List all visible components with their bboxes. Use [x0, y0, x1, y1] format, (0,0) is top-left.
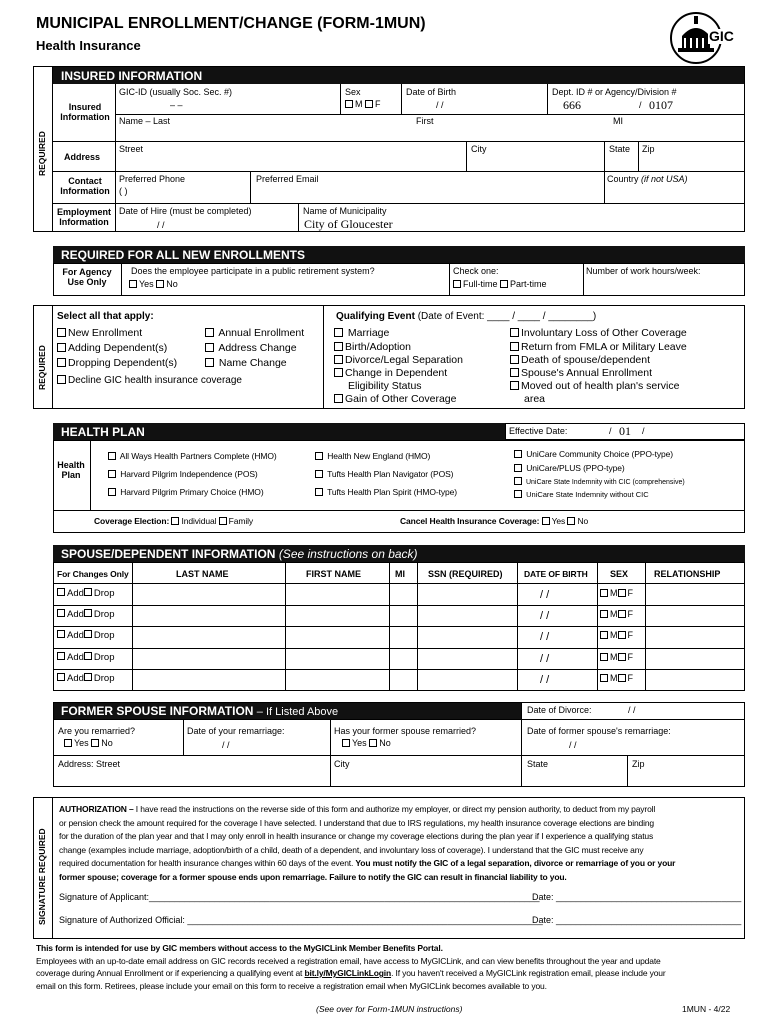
select-mid-2: Name Change: [205, 358, 287, 370]
plan-col1-0: All Ways Health Partners Complete (HMO): [108, 452, 277, 461]
former-remarried-options: Yes No: [342, 739, 391, 749]
dep1-add-checkbox[interactable]: [57, 588, 65, 596]
mi-label: MI: [613, 116, 623, 126]
dep5-m-checkbox[interactable]: [600, 674, 608, 682]
cancel-yes-checkbox[interactable]: [542, 517, 550, 525]
municipality-value[interactable]: City of Gloucester: [304, 217, 393, 231]
spouse-header: SPOUSE/DEPENDENT INFORMATION (See instructions on back): [53, 545, 745, 562]
qe-right-2: Death of spouse/dependent: [510, 355, 650, 367]
fmla-return-checkbox[interactable]: [510, 342, 519, 351]
applicant-signature-line[interactable]: Signature of Applicant:______________________________________________________________________________: [59, 892, 540, 902]
dep-row-4-sex: M F: [600, 653, 633, 663]
new-enrollment-checkbox[interactable]: [57, 328, 66, 337]
qe-left-0: Marriage: [334, 328, 389, 340]
hp-independence-checkbox[interactable]: [108, 470, 116, 478]
gain-coverage-checkbox[interactable]: [334, 394, 343, 403]
check-one-label: Check one:: [453, 266, 499, 276]
qe-left-3: Change in Dependent: [334, 368, 447, 380]
dropping-dependents-checkbox[interactable]: [57, 358, 66, 367]
email-label: Preferred Email: [256, 174, 319, 184]
coverage-election: Coverage Election: Individual Family: [94, 516, 254, 526]
address-change-checkbox[interactable]: [205, 343, 214, 352]
remarried-label: Are you remarried?: [58, 726, 136, 736]
part-time-checkbox[interactable]: [500, 280, 508, 288]
last-name-label: Name – Last: [119, 116, 171, 126]
dep-row-2-adddrop: Add Drop: [57, 610, 115, 620]
divorce-checkbox[interactable]: [334, 355, 343, 364]
footer-note: This form is intended for use by GIC members without access to the MyGICLink Member Benefits Portal. Employees with an up-to-date email address on GIC records received a registration email, have access to MyGICLink, and can view benefits throughout the year and update coverage during Annual Enrollment or if experiencing a qualifying event at bit.ly/MyGICLinkLogin. If you haven't received a MyGICLink registration email, please include your email on this form. Retirees, please include your email on this form to receive a registration email when MyGICLink becomes available to you.: [36, 943, 666, 991]
cancel-coverage: Cancel Health Insurance Coverage: Yes No: [400, 516, 589, 526]
logo-text: GIC: [709, 28, 734, 44]
birth-adoption-checkbox[interactable]: [334, 342, 343, 351]
dep-row-1-dob[interactable]: / /: [540, 589, 550, 601]
dep4-drop-checkbox[interactable]: [84, 652, 92, 660]
see-over-note: (See over for Form-1MUN instructions): [316, 1004, 463, 1014]
required-side-label-2: REQUIRED: [37, 345, 47, 390]
family-checkbox[interactable]: [219, 517, 227, 525]
select-left-3: Decline GIC health insurance coverage: [57, 375, 242, 386]
dep-row-3-dob[interactable]: / /: [540, 631, 550, 643]
employment-label: Employment Information: [56, 207, 111, 227]
qualifying-event-title: Qualifying Event (Date of Event: ____ / ____ / ________): [336, 311, 597, 322]
cancel-no-checkbox[interactable]: [567, 517, 575, 525]
hp-primary-checkbox[interactable]: [108, 488, 116, 496]
dep2-add-checkbox[interactable]: [57, 609, 65, 617]
former-yes-checkbox[interactable]: [342, 739, 350, 747]
retirement-question: Does the employee participate in a public retirement system?: [131, 266, 375, 276]
state-label: State: [609, 144, 631, 154]
dep5-f-checkbox[interactable]: [618, 674, 626, 682]
dep5-drop-checkbox[interactable]: [84, 673, 92, 681]
signature-required-label: SIGNATURE REQUIRED: [37, 828, 47, 925]
phone-field[interactable]: ( ): [119, 186, 128, 196]
select-left-0: New Enrollment: [57, 328, 142, 340]
dep1-drop-checkbox[interactable]: [84, 588, 92, 596]
dep-row-2-dob[interactable]: / /: [540, 610, 550, 622]
former-no-checkbox[interactable]: [369, 739, 377, 747]
name-change-checkbox[interactable]: [205, 358, 214, 367]
dep2-drop-checkbox[interactable]: [84, 609, 92, 617]
effective-slash-2: /: [642, 426, 645, 436]
dep3-f-checkbox[interactable]: [618, 631, 626, 639]
dep4-add-checkbox[interactable]: [57, 652, 65, 660]
qe-left-4: Eligibility Status: [348, 380, 422, 392]
new-enrollments-header: REQUIRED FOR ALL NEW ENROLLMENTS: [53, 246, 745, 263]
col-mi: MI: [395, 569, 405, 579]
remarried-yes-checkbox[interactable]: [64, 739, 72, 747]
phone-label: Preferred Phone: [119, 174, 186, 184]
remarried-no-checkbox[interactable]: [91, 739, 99, 747]
divorce-field[interactable]: / /: [628, 705, 636, 715]
dep-row-4-dob[interactable]: / /: [540, 653, 550, 665]
individual-checkbox[interactable]: [171, 517, 179, 525]
select-all-title: Select all that apply:: [57, 311, 154, 322]
col-changes: For Changes Only: [57, 569, 129, 579]
dep3-add-checkbox[interactable]: [57, 630, 65, 638]
effective-date-label: Effective Date:: [509, 426, 568, 436]
effective-slash-1: /: [609, 426, 612, 436]
dep3-m-checkbox[interactable]: [600, 631, 608, 639]
required-side-label-1: REQUIRED: [37, 131, 47, 176]
adding-dependents-checkbox[interactable]: [57, 343, 66, 352]
form-title: MUNICIPAL ENROLLMENT/CHANGE (FORM-1MUN): [36, 15, 426, 32]
qe-right-3: Spouse's Annual Enrollment: [510, 368, 652, 380]
dep-row-1-sex: M F: [600, 589, 633, 599]
remarriage-date-field[interactable]: / /: [222, 740, 230, 750]
death-checkbox[interactable]: [510, 355, 519, 364]
dep3-drop-checkbox[interactable]: [84, 630, 92, 638]
dep1-f-checkbox[interactable]: [618, 589, 626, 597]
dep-row-1-adddrop: Add Drop: [57, 589, 115, 599]
official-signature-line[interactable]: Signature of Authorized Official: _______________________________________________________________________: [59, 915, 543, 925]
dept-value-2[interactable]: 0107: [649, 98, 673, 112]
dob-field[interactable]: / /: [436, 100, 444, 110]
dept-slash: /: [639, 100, 642, 110]
remarriage-date-label: Date of your remarriage:: [187, 726, 285, 736]
divorce-label: Date of Divorce:: [527, 705, 592, 715]
col-sex: SEX: [610, 569, 629, 579]
select-mid-0: Annual Enrollment: [205, 328, 304, 340]
former-city-label: City: [334, 759, 350, 769]
form-code: 1MUN - 4/22: [682, 1004, 731, 1014]
dependent-eligibility-checkbox[interactable]: [334, 368, 343, 377]
applicant-date-line[interactable]: Date: _____________________________________: [532, 892, 742, 902]
insured-header: INSURED INFORMATION: [53, 67, 744, 84]
hne-checkbox[interactable]: [315, 452, 323, 460]
dep-row-5-sex: M F: [600, 674, 633, 684]
col-first: FIRST NAME: [306, 569, 361, 579]
col-last: LAST NAME: [176, 569, 229, 579]
dep-row-5-dob[interactable]: / /: [540, 674, 550, 686]
plan-col1-1: Harvard Pilgrim Independence (POS): [108, 470, 258, 479]
select-left-2: Dropping Dependent(s): [57, 358, 177, 370]
first-name-label: First: [416, 116, 434, 126]
qe-left-5: Gain of Other Coverage: [334, 394, 456, 406]
effective-month[interactable]: 01: [619, 424, 631, 438]
unicare-nocic-checkbox[interactable]: [514, 490, 522, 498]
dept-value-1[interactable]: 666: [563, 98, 581, 112]
insured-info-label: Insured Information: [60, 102, 110, 122]
qe-left-1: Birth/Adoption: [334, 342, 411, 354]
municipality-label: Name of Municipality: [303, 206, 387, 216]
sex-f-checkbox[interactable]: [365, 100, 373, 108]
allways-checkbox[interactable]: [108, 452, 116, 460]
dob-label: Date of Birth: [406, 87, 457, 97]
city-label: City: [471, 144, 487, 154]
country-label: Country (if not USA): [607, 174, 688, 184]
unicare-cic-checkbox[interactable]: [514, 477, 522, 485]
authorization-text: AUTHORIZATION – I have read the instructions on the reverse side of this form and authorize my employer, or direct my pension authority, to deduct from my payroll or pension check the amount required for the coverage I have selected. I understand that due to IRS regulations, my health insurance coverage elections are binding for the duration of the plan year and that I may only enroll in health insurance or change my coverage elections during the plan year if I experience a qualifying status change (examples include marriage, adoption/birth of a child, death of a dependent, and involuntary loss of coverage). I understand that the GIC must receive any required documentation for health insurance changes within 60 days of the event. You must notify the GIC of a legal separation, divorce or remarriage of you or your former spouse; coverage for a former spouse ends upon remarriage. Failure to notify the GIC can result in financial liability to you.: [59, 804, 676, 882]
contact-label: Contact Information: [60, 176, 110, 196]
former-address-label: Address: Street: [58, 759, 121, 769]
unicare-community-checkbox[interactable]: [514, 450, 522, 458]
dep4-m-checkbox[interactable]: [600, 653, 608, 661]
marriage-checkbox[interactable]: [334, 328, 343, 337]
decline-coverage-checkbox[interactable]: [57, 375, 66, 384]
col-dob: DATE OF BIRTH: [524, 569, 588, 579]
former-date-field[interactable]: / /: [569, 740, 577, 750]
unicare-plus-checkbox[interactable]: [514, 464, 522, 472]
plan-col3-1: UniCare/PLUS (PPO-type): [514, 464, 625, 473]
annual-enrollment-checkbox[interactable]: [205, 328, 214, 337]
zip-label: Zip: [642, 144, 655, 154]
qe-right-1: Return from FMLA or Military Leave: [510, 342, 687, 354]
former-spouse-box: [53, 702, 745, 787]
mygiclink-link[interactable]: bit.ly/MyGICLinkLogin: [304, 968, 392, 978]
qe-right-4: Moved out of health plan's service: [510, 381, 679, 393]
gic-id-field[interactable]: – –: [170, 100, 183, 110]
plan-col2-1: Tufts Health Plan Navigator (POS): [315, 470, 453, 479]
spouse-enrollment-checkbox[interactable]: [510, 368, 519, 377]
retirement-yes-checkbox[interactable]: [129, 280, 137, 288]
gic-id-label: GIC-ID (usually Soc. Sec. #): [119, 87, 233, 97]
dep1-m-checkbox[interactable]: [600, 589, 608, 597]
col-relationship: RELATIONSHIP: [654, 569, 721, 579]
plan-col2-0: Health New England (HMO): [315, 452, 430, 461]
plan-col3-2: UniCare State Indemnity with CIC (comprehensive): [514, 478, 685, 487]
plan-col3-0: UniCare Community Choice (PPO-type): [514, 450, 673, 459]
former-state-label: State: [527, 759, 549, 769]
dep-row-4-adddrop: Add Drop: [57, 653, 115, 663]
dept-label: Dept. ID # or Agency/Division #: [552, 87, 677, 97]
qe-left-2: Divorce/Legal Separation: [334, 355, 463, 367]
official-date-line[interactable]: Date: _____________________________________: [532, 915, 742, 925]
address-label: Address: [64, 152, 101, 162]
form-subtitle: Health Insurance: [36, 38, 141, 53]
dep4-f-checkbox[interactable]: [618, 653, 626, 661]
plan-col3-3: UniCare State Indemnity without CIC: [514, 491, 649, 499]
dep2-m-checkbox[interactable]: [600, 610, 608, 618]
sex-m-checkbox[interactable]: [345, 100, 353, 108]
former-date-label: Date of former spouse's remarriage:: [527, 726, 671, 736]
agency-label: For Agency Use Only: [62, 267, 112, 287]
health-plan-side: Health Plan: [57, 460, 85, 480]
hours-label: Number of work hours/week:: [586, 266, 701, 276]
gic-logo: [668, 8, 738, 66]
dep-row-3-adddrop: Add Drop: [57, 631, 115, 641]
former-zip-label: Zip: [632, 759, 645, 769]
former-remarried-label: Has your former spouse remarried?: [334, 726, 477, 736]
dep-row-3-sex: M F: [600, 631, 633, 641]
full-time-checkbox[interactable]: [453, 280, 461, 288]
remarried-options: Yes No: [64, 739, 113, 749]
tufts-spirit-checkbox[interactable]: [315, 488, 323, 496]
retirement-options: Yes No: [129, 280, 178, 290]
moved-out-checkbox[interactable]: [510, 381, 519, 390]
dep-row-2-sex: M F: [600, 610, 633, 620]
dep-row-5-adddrop: Add Drop: [57, 674, 115, 684]
hire-date-field[interactable]: / /: [157, 220, 165, 230]
qe-right-5: area: [524, 393, 546, 405]
tufts-navigator-checkbox[interactable]: [315, 470, 323, 478]
dep2-f-checkbox[interactable]: [618, 610, 626, 618]
select-left-1: Adding Dependent(s): [57, 343, 167, 355]
plan-col1-2: Harvard Pilgrim Primary Choice (HMO): [108, 488, 264, 497]
sex-options: M F: [345, 100, 381, 110]
time-options: Full-time Part-time: [453, 280, 547, 290]
col-ssn: SSN (REQUIRED): [428, 569, 503, 579]
plan-col2-2: Tufts Health Plan Spirit (HMO-type): [315, 488, 457, 497]
qe-right-0: Involuntary Loss of Other Coverage: [510, 328, 687, 340]
dep5-add-checkbox[interactable]: [57, 673, 65, 681]
sex-label: Sex: [345, 87, 361, 97]
involuntary-loss-checkbox[interactable]: [510, 328, 519, 337]
hire-date-label: Date of Hire (must be completed): [119, 206, 252, 216]
retirement-no-checkbox[interactable]: [156, 280, 164, 288]
former-spouse-header: FORMER SPOUSE INFORMATION – If Listed Above: [53, 702, 521, 719]
select-mid-1: Address Change: [205, 343, 297, 355]
health-plan-header: HEALTH PLAN: [53, 423, 745, 440]
street-label: Street: [119, 144, 144, 154]
